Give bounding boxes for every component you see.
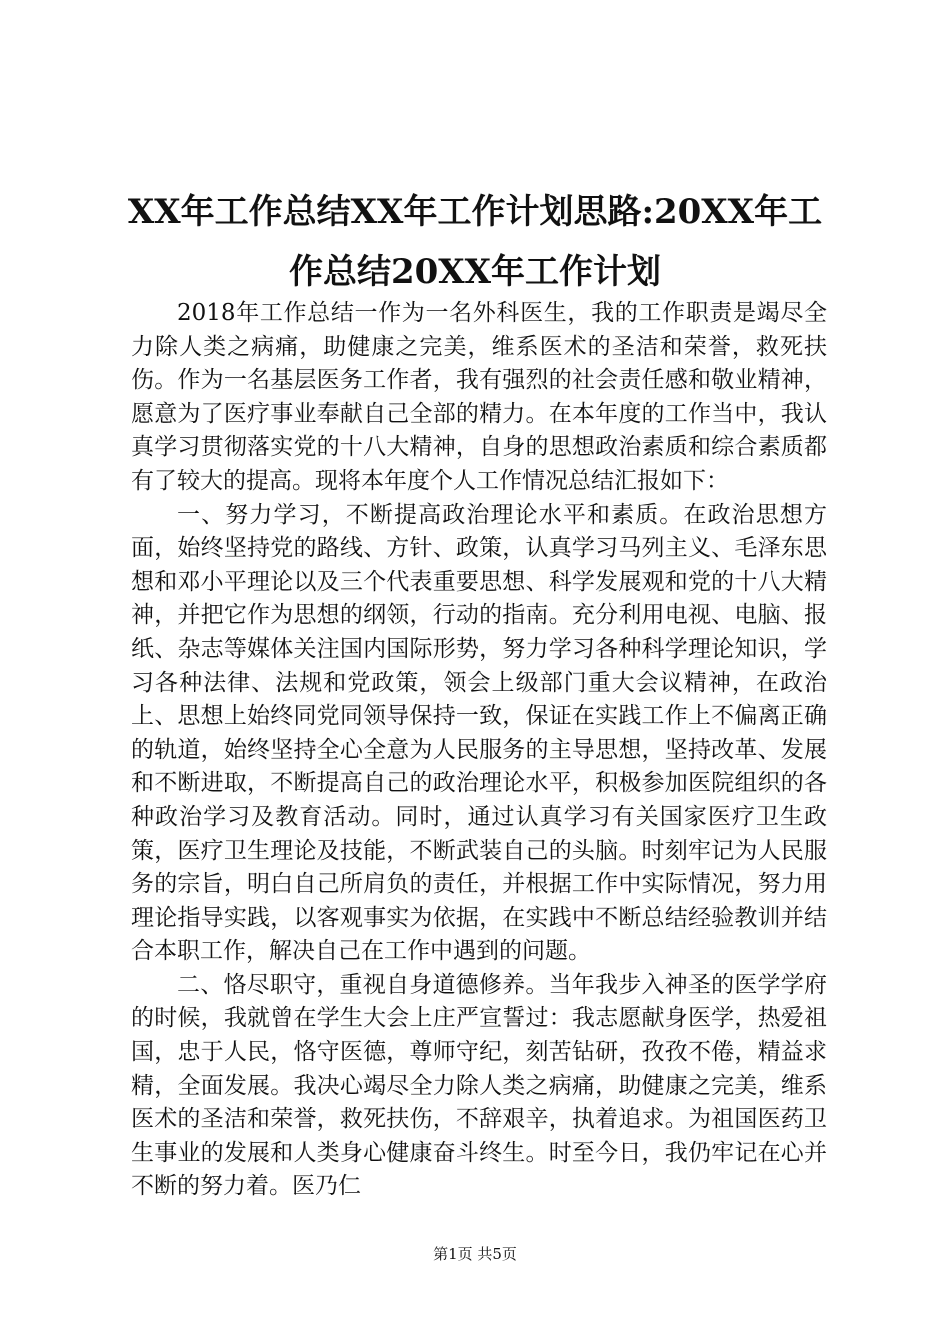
paragraph-section-two: 二、恪尽职守，重视自身道德修养。当年我步入神圣的医学学府的时候，我就曾在学生大会上庄严宣誓过：我志愿献身医学，热爱祖国，忠于人民，恪守医德，尊师守纪，刻苦钻研，孜孜不倦，精益求精，全面发展。我决心竭尽全力除人类之病痛，助健康之完美，维系医术的圣洁和荣誉，救死扶伤，不辞艰辛，执着追求。为祖国医药卫生事业的发展和人类身心健康奋斗终生。时至今日，我仍牢记在心并不断的努力着。医乃仁 xyxy=(131,971,827,1200)
paragraph-section-one: 一、努力学习，不断提高政治理论水平和素质。在政治思想方面，始终坚持党的路线、方针、政策，认真学习马列主义、毛泽东思想和邓小平理论以及三个代表重要思想、科学发展观和党的十八大精神，并把它作为思想的纲领，行动的指南。充分利用电视、电脑、报纸、杂志等媒体关注国内国际形势，努力学习各种科学理论知识，学习各种法律、法规和党政策，领会上级部门重大会议精神，在政治上、思想上始终同党同领导保持一致，保证在实践工作上不偏离正确的轨道，始终坚持全心全意为人民服务的主导思想，坚持改革、发展和不断进取，不断提高自己的政治理论水平，积极参加医院组织的各种政治学习及教育活动。同时，通过认真学习有关国家医疗卫生政策，医疗卫生理论及技能，不断武装自己的头脑。时刻牢记为人民服务的宗旨，明白自己所肩负的责任，并根据工作中实际情况，努力用理论指导实践，以客观事实为依据，在实践中不断总结经验教训并结合本职工作，解决自己在工作中遇到的问题。 xyxy=(131,501,827,965)
document-body xyxy=(131,297,827,1204)
page-number-footer: 第1页 共5页 xyxy=(433,1245,517,1263)
paragraph-intro: 2018年工作总结一作为一名外科医生，我的工作职责是竭尽全力除人类之病痛，助健康之完美，维系医术的圣洁和荣誉，救死扶伤。作为一名基层医务工作者，我有强烈的社会责任感和敬业精神，愿意为了医疗事业奉献自己全部的精力。在本年度的工作当中，我认真学习贯彻落实党的十八大精神，自身的思想政治素质和综合素质都有了较大的提高。现将本年度个人工作情况总结汇报如下： xyxy=(131,300,827,494)
document-title: XX年工作总结XX年工作计划思路:20XX年工作总结20XX年工作计划 xyxy=(127,192,823,292)
